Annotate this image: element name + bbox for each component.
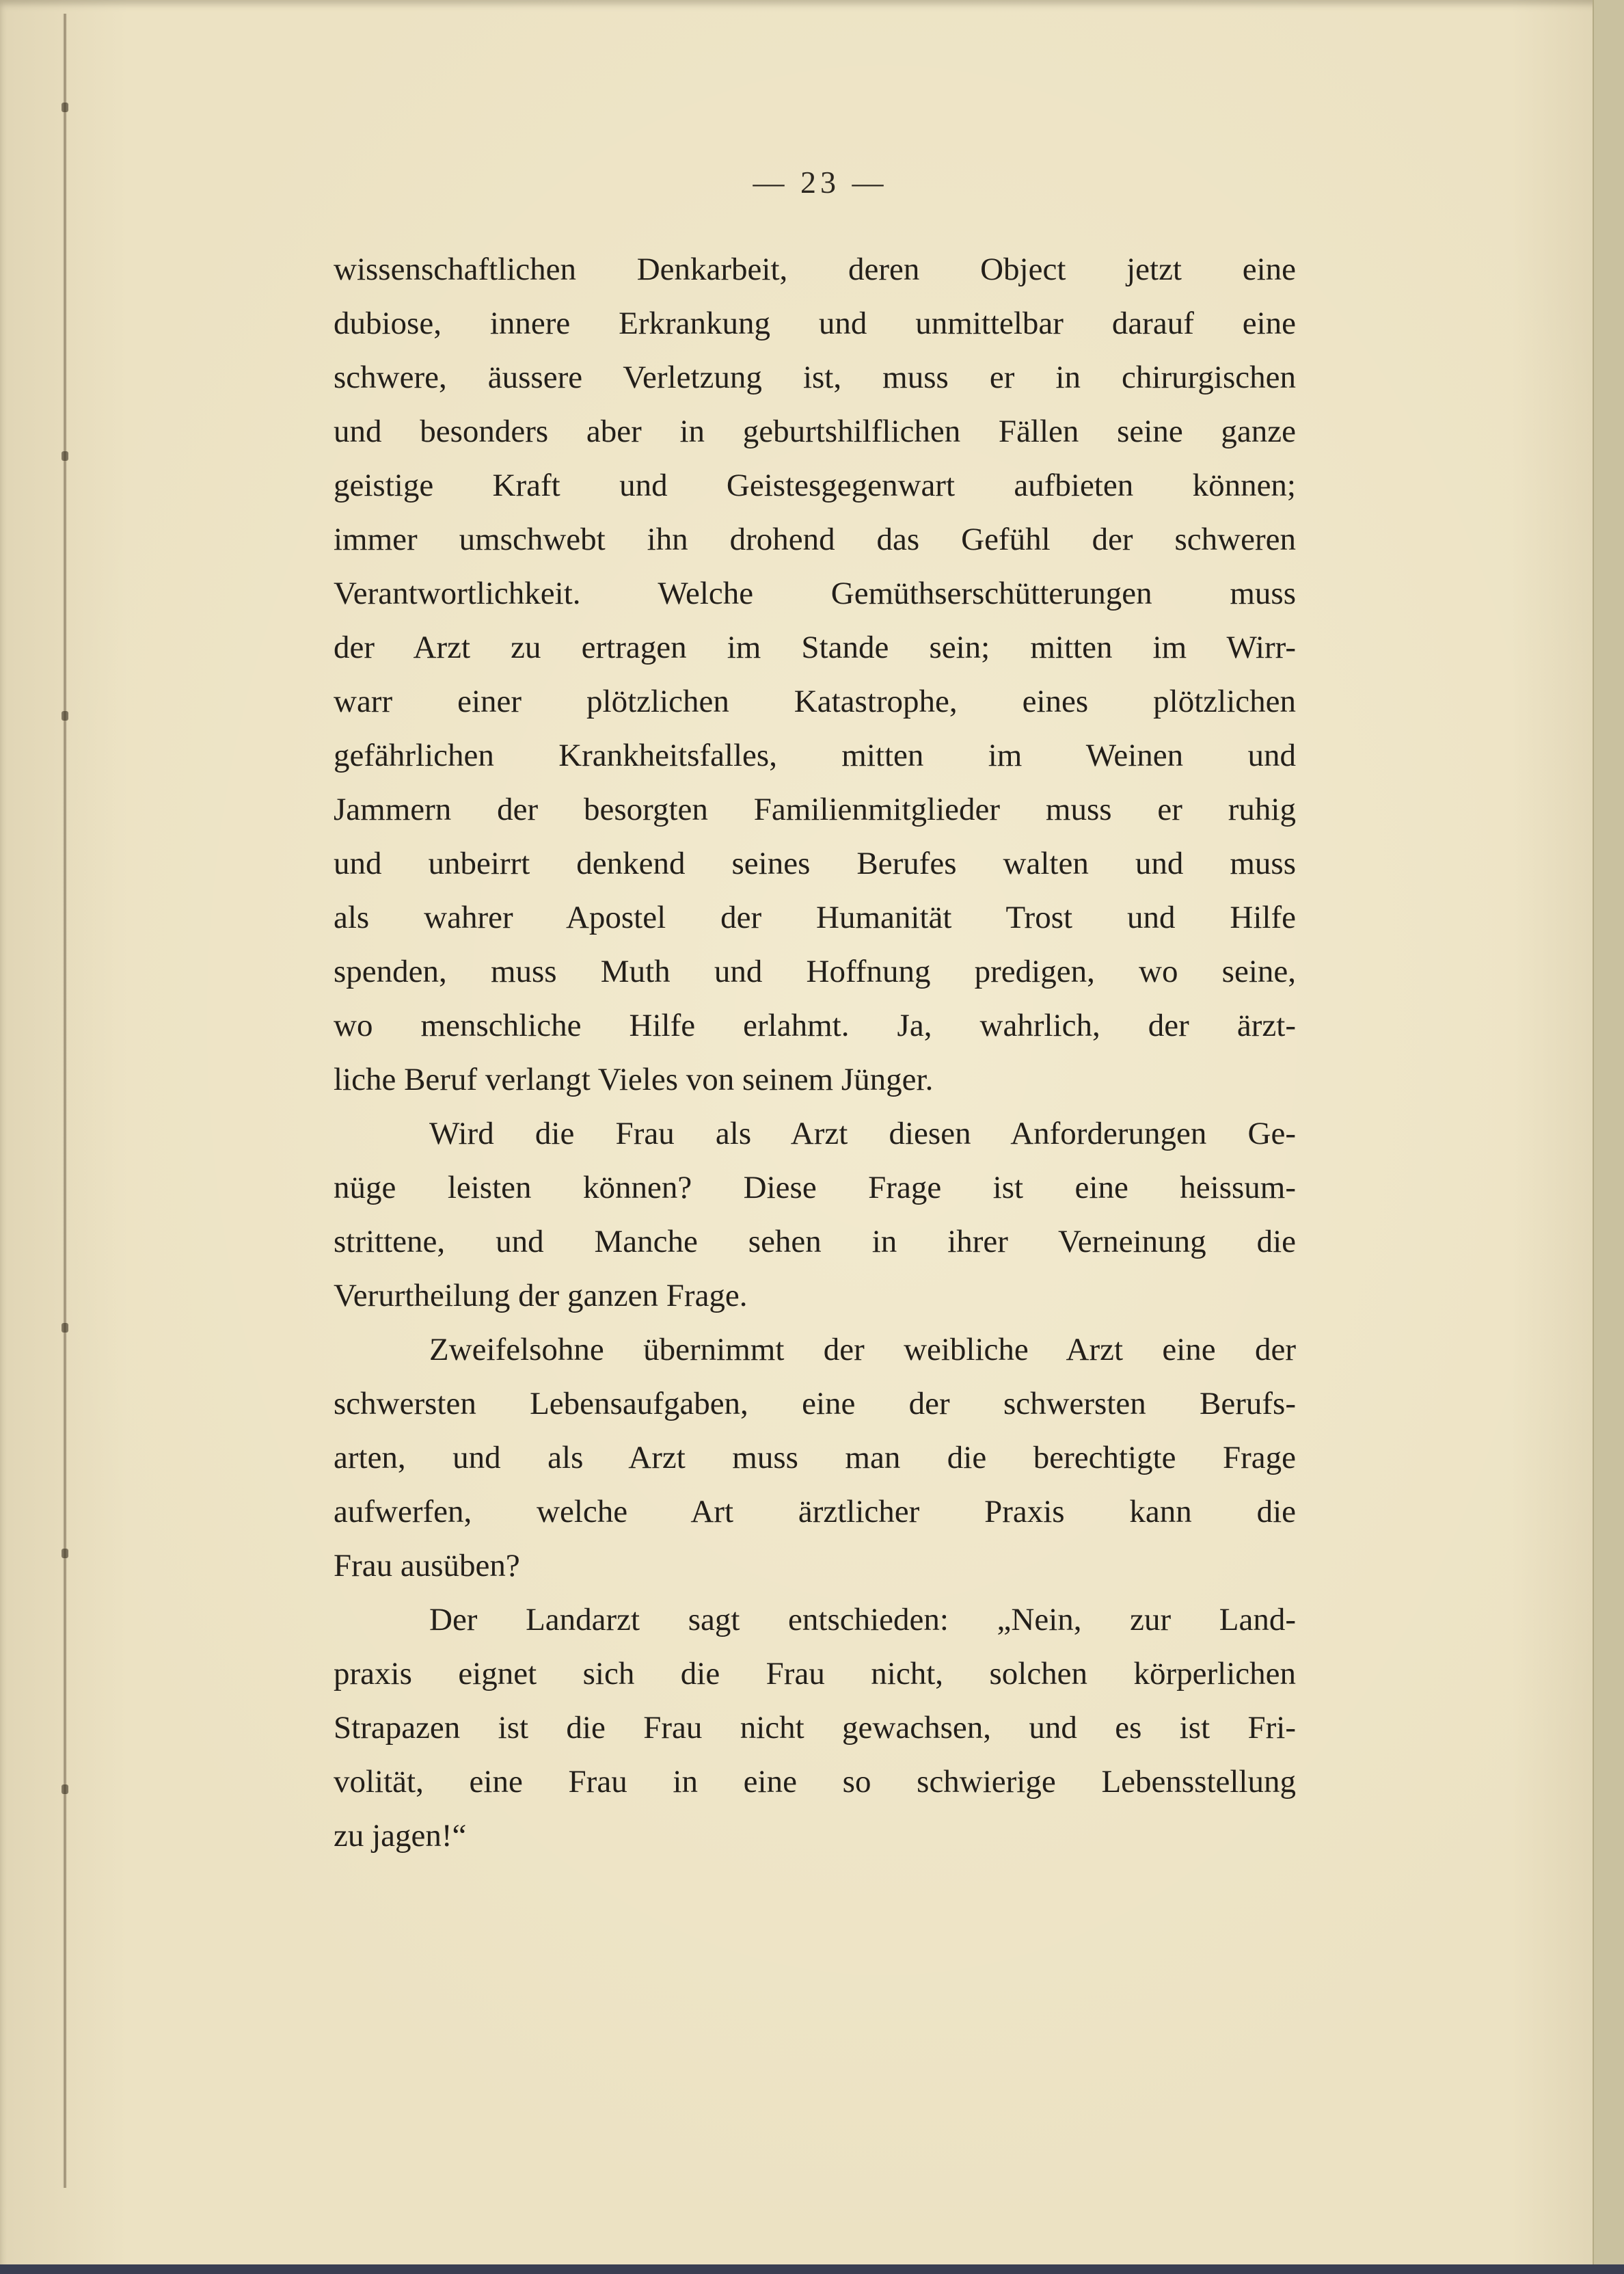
text-line: warr einer plötzlichen Katastrophe, eines plötzlichen [334, 684, 1296, 719]
text-line: schwere, äussere Verletzung ist, muss er in chirurgischen [334, 360, 1296, 395]
binding-thread-mark [62, 1323, 68, 1333]
text-line: wissenschaftlichen Denkarbeit, deren Object jetzt eine [334, 252, 1296, 287]
text-line: arten, und als Arzt muss man die berechtigte Frage [334, 1440, 1296, 1475]
scan-background [0, 2264, 1624, 2274]
text-line: nüge leisten können? Diese Frage ist eine heissum- [334, 1170, 1296, 1205]
text-line: Verurtheilung der ganzen Frage. [334, 1278, 748, 1313]
next-page-edge [1593, 0, 1624, 2274]
text-line: zu jagen!“ [334, 1818, 467, 1854]
text-line: geistige Kraft und Geistesgegenwart aufbieten können; [334, 468, 1296, 503]
text-line: Strapazen ist die Frau nicht gewachsen, und es ist Fri- [334, 1710, 1296, 1745]
text-line: volität, eine Frau in eine so schwierige Lebensstellung [334, 1764, 1296, 1800]
text-line: Jammern der besorgten Familienmitglieder muss er ruhig [334, 792, 1296, 827]
text-line: und besonders aber in geburtshilflichen Fällen seine ganze [334, 414, 1296, 449]
body-text [334, 243, 1296, 1863]
text-line: gefährlichen Krankheitsfalles, mitten im Weinen und [334, 738, 1296, 773]
text-line: als wahrer Apostel der Humanität Trost und Hilfe [334, 900, 1296, 935]
text-line: spenden, muss Muth und Hoffnung predigen, wo seine, [334, 954, 1296, 989]
text-line: liche Beruf verlangt Vieles von seinem Jünger. [334, 1062, 934, 1097]
text-line: Wird die Frau als Arzt diesen Anforderungen Ge- [429, 1116, 1296, 1151]
binding-edge [63, 14, 67, 2188]
binding-thread-mark [62, 103, 68, 112]
text-line: dubiose, innere Erkrankung und unmittelbar darauf eine [334, 306, 1296, 341]
text-line: schwersten Lebensaufgaben, eine der schwersten Berufs- [334, 1386, 1296, 1421]
text-line: Zweifelsohne übernimmt der weibliche Arzt eine der [429, 1332, 1296, 1367]
text-line: und unbeirrt denkend seines Berufes walten und muss [334, 846, 1296, 881]
text-line: aufwerfen, welche Art ärztlicher Praxis kann die [334, 1494, 1296, 1529]
page-number: — 23 — [753, 165, 888, 200]
text-line: immer umschwebt ihn drohend das Gefühl der schweren [334, 522, 1296, 557]
text-line: wo menschliche Hilfe erlahmt. Ja, wahrlich, der ärzt- [334, 1008, 1296, 1043]
binding-thread-mark [62, 711, 68, 721]
text-line: strittene, und Manche sehen in ihrer Verneinung die [334, 1224, 1296, 1259]
binding-thread-mark [62, 451, 68, 461]
text-line: praxis eignet sich die Frau nicht, solchen körperlichen [334, 1656, 1296, 1691]
binding-thread-mark [62, 1549, 68, 1558]
text-line: Verantwortlichkeit. Welche Gemüthserschütterungen muss [334, 576, 1296, 611]
text-line: Der Landarzt sagt entschieden: „Nein, zur Land- [429, 1602, 1296, 1637]
text-line: der Arzt zu ertragen im Stande sein; mitten im Wirr- [334, 630, 1296, 665]
binding-thread-mark [62, 1784, 68, 1794]
text-line: Frau ausüben? [334, 1548, 520, 1583]
